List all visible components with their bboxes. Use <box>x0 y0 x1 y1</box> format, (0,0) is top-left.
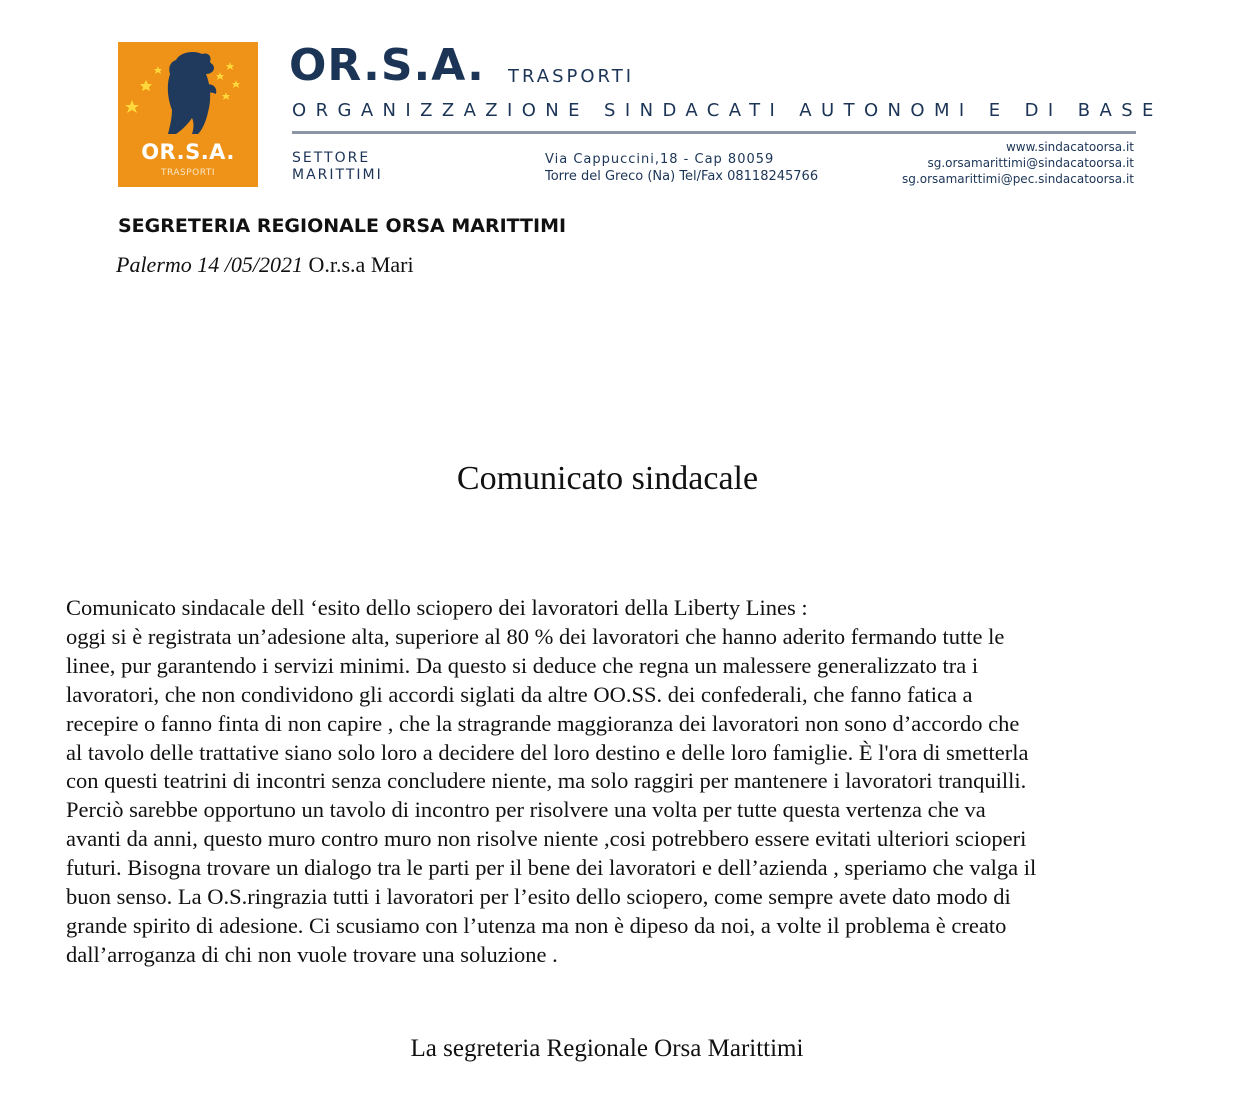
body-line: buon senso. La O.S.ringrazia tutti i lavoratori per l’esito dello sciopero, come sempre avete dato modo di <box>66 884 1011 910</box>
organization-name: ORGANIZZAZIONE SINDACATI AUTONOMI E DI BASE <box>292 100 1163 121</box>
date-line <box>116 252 414 278</box>
date-place: Palermo 14 /05/2021 <box>116 252 303 277</box>
body-line: dall’arroganza di chi non vuole trovare una soluzione . <box>66 941 558 967</box>
sector-label <box>292 150 383 184</box>
sector-line-1: SETTORE <box>292 150 371 166</box>
body-line: avanti da anni, questo muro contro muro non risolve niente ,cosi potrebbero essere evitati ulteriori scioperi <box>66 826 1027 852</box>
pec-email-link[interactable]: sg.orsamarittimi@pec.sindacatoorsa.it <box>902 172 1134 186</box>
orsa-logo <box>118 42 258 187</box>
website-link[interactable]: www.sindacatoorsa.it <box>1005 140 1134 154</box>
body-line: con questi teatrini di incontri senza concludere niente, ma solo raggiri per mantenere i lavoratori tranquilli. <box>66 768 1027 794</box>
body-line: Comunicato sindacale dell ‘esito dello sciopero dei lavoratori della Liberty Lines : <box>66 595 808 620</box>
brand-name: OR.S.A. <box>289 40 485 91</box>
body-line: linee, pur garantendo i servizi minimi. Da questo si deduce che regna un malessere generalizzato tra i <box>66 652 979 678</box>
address-line-1: Via Cappuccini,18 - Cap 80059 <box>545 152 775 167</box>
bear-icon <box>118 42 258 142</box>
sector-line-2: MARITTIMI <box>292 167 383 183</box>
brand-subtitle: TRASPORTI <box>508 66 635 87</box>
address-line-2: Torre del Greco (Na) Tel/Fax 08118245766 <box>545 169 819 184</box>
body-line: lavoratori, che non condividono gli accordi siglati da altre OO.SS. dei confederali, che fanno fatica a <box>66 681 973 707</box>
date-sender: O.r.s.a Mari <box>303 252 414 277</box>
signature: La segreteria Regionale Orsa Marittimi <box>410 1035 804 1062</box>
contacts-block <box>902 139 1134 187</box>
logo-subtext: TRASPORTI <box>160 168 216 178</box>
address-block <box>545 151 818 185</box>
body-line: oggi si è registrata un’adesione alta, superiore al 80 % dei lavoratori che hanno aderito fermando tutte le <box>66 623 1005 649</box>
body-paragraph <box>66 594 1166 970</box>
body-line: grande spirito di adesione. Ci scusiamo con l’utenza ma non è dipeso da noi, a volte il problema è creato <box>66 912 1007 938</box>
body-line: al tavolo delle trattative siano solo loro a decidere del loro destino e delle loro famiglie. È l'ora di smetterla <box>66 739 1029 765</box>
body-line: recepire o fanno finta di non capire , che la stragrande maggioranza dei lavoratori non sono d’accordo che <box>66 710 1020 736</box>
document-title: Comunicato sindacale <box>456 460 759 497</box>
header-divider <box>292 131 1136 134</box>
logo-text: OR.S.A. <box>141 140 235 164</box>
body-line: futuri. Bisogna trovare un dialogo tra le parti per il bene dei lavoratori e dell’azienda , speriamo che valga il <box>66 855 1037 881</box>
segreteria-heading: SEGRETERIA REGIONALE ORSA MARITTIMI <box>118 215 567 237</box>
body-line: Perciò sarebbe opportuno un tavolo di incontro per risolvere una volta per tutte questa vertenza che va <box>66 797 986 823</box>
email-link[interactable]: sg.orsamarittimi@sindacatoorsa.it <box>927 156 1134 170</box>
